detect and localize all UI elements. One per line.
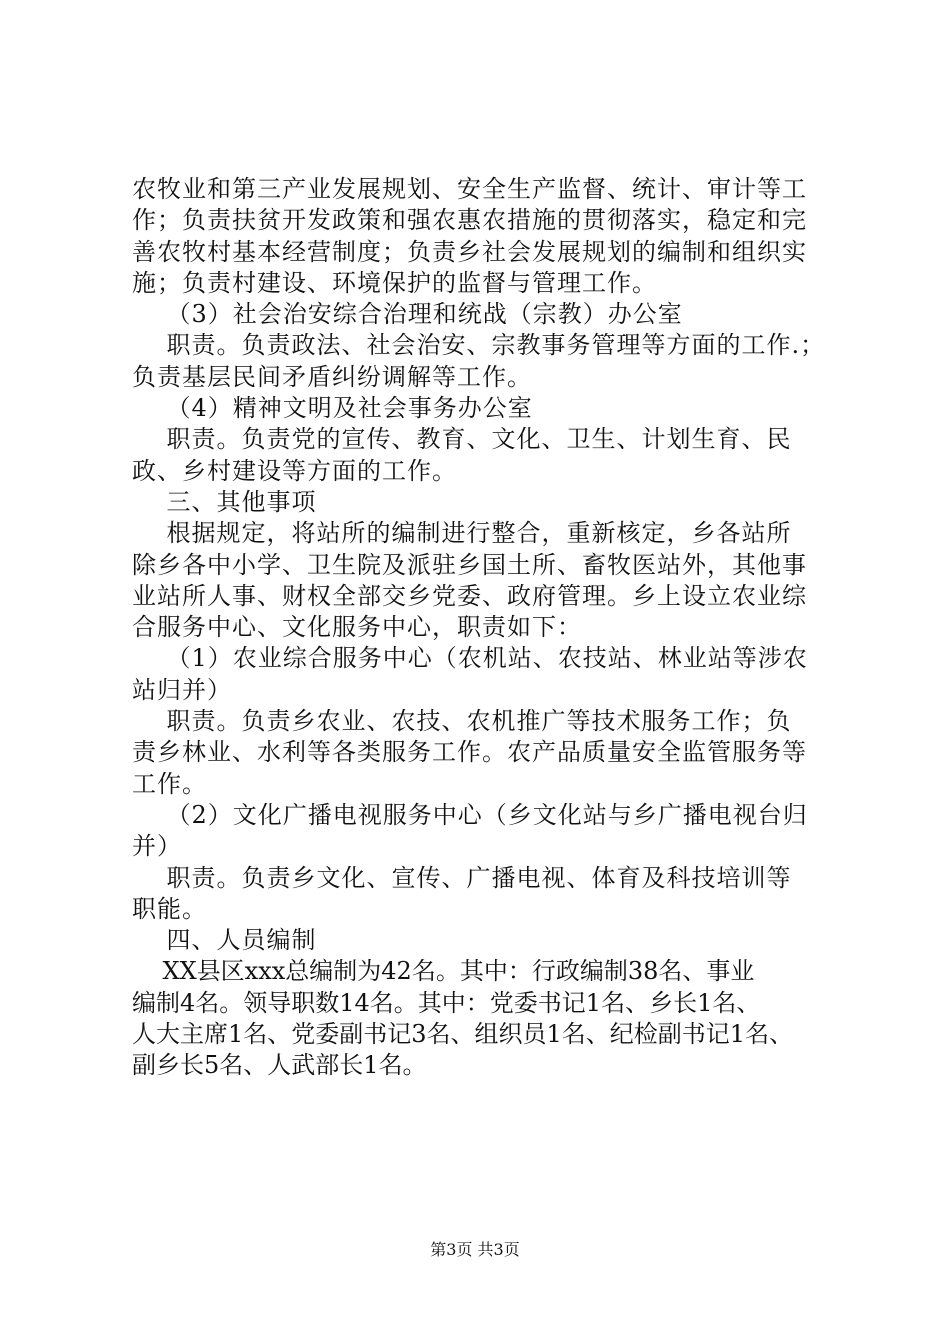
text-line: 副乡长5名、人武部长1名。 bbox=[132, 1051, 427, 1080]
text-line: 合服务中心、文化服务中心，职责如下： bbox=[132, 613, 582, 642]
text-line: 站归并） bbox=[132, 675, 232, 704]
text-line: 人大主席1名、党委副书记3名、组织员1名、纪检副书记1名、 bbox=[132, 1020, 794, 1049]
text-line: 责乡林业、水利等各类服务工作。农产品质量安全监管服务等 bbox=[132, 738, 807, 767]
section-heading: 三、其他事项 bbox=[132, 487, 317, 516]
text-line: XX县区xxx总编制为42名。其中：行政编制38名、事业 bbox=[132, 957, 755, 986]
page-number-footer: 第3页 共3页 bbox=[430, 1240, 520, 1259]
text-line: 善农牧村基本经营制度；负责乡社会发展规划的编制和组织实 bbox=[132, 237, 807, 266]
text-line: 根据规定，将站所的编制进行整合，重新核定，乡各站所 bbox=[132, 519, 792, 548]
text-line: 施；负责村建设、环境保护的监督与管理工作。 bbox=[132, 268, 657, 297]
text-line: 除乡各中小学、卫生院及派驻乡国土所、畜牧医站外，其他事 bbox=[132, 550, 807, 579]
section-heading: （2）文化广播电视服务中心（乡文化站与乡广播电视台归 bbox=[132, 800, 808, 829]
document-body bbox=[132, 174, 832, 1082]
text-line: 职责。负责政法、社会治安、宗教事务管理等方面的工作.； bbox=[132, 331, 826, 360]
text-line: 并） bbox=[132, 832, 182, 861]
section-heading: （3）社会治安综合治理和统战（宗教）办公室 bbox=[132, 300, 683, 329]
text-line: 职能。 bbox=[132, 894, 207, 923]
text-line: 职责。负责乡农业、农技、农机推广等技术服务工作；负 bbox=[132, 707, 792, 736]
text-line: 政、乡村建设等方面的工作。 bbox=[132, 456, 457, 485]
text-line: 作；负责扶贫开发政策和强农惠农措施的贯彻落实，稳定和完 bbox=[132, 206, 807, 235]
section-heading: （1）农业综合服务中心（农机站、农技站、林业站等涉农 bbox=[132, 644, 808, 673]
text-line: 业站所人事、财权全部交乡党委、政府管理。乡上设立农业综 bbox=[132, 581, 807, 610]
text-line: 工作。 bbox=[132, 769, 207, 798]
text-line: 负责基层民间矛盾纠纷调解等工作。 bbox=[132, 362, 532, 391]
text-line: 职责。负责党的宣传、教育、文化、卫生、计划生育、民 bbox=[132, 425, 792, 454]
text-line: 编制4名。领导职数14名。其中：党委书记1名、乡长1名、 bbox=[132, 988, 761, 1017]
section-heading: 四、人员编制 bbox=[132, 926, 317, 955]
section-heading: （4）精神文明及社会事务办公室 bbox=[132, 394, 533, 423]
text-line: 职责。负责乡文化、宣传、广播电视、体育及科技培训等 bbox=[132, 863, 792, 892]
text-line: 农牧业和第三产业发展规划、安全生产监督、统计、审计等工 bbox=[132, 175, 807, 203]
